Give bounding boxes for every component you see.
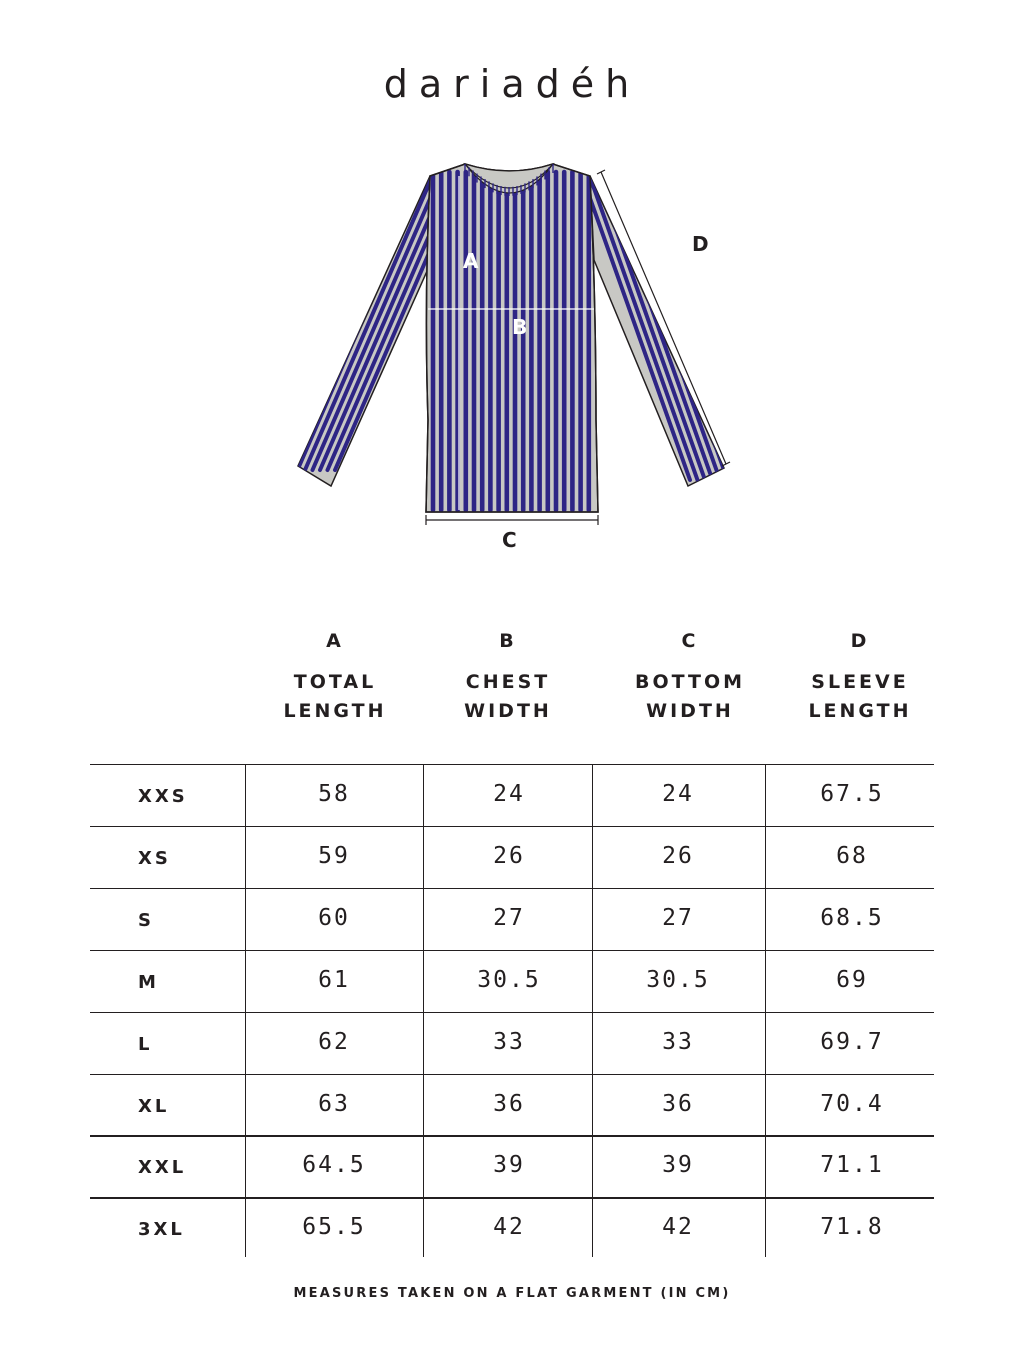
table-row-divider (90, 1197, 934, 1198)
table-cell: 26 (493, 842, 525, 869)
column-name-line2: WIDTH (646, 700, 734, 722)
column-name-line2: LENGTH (808, 700, 912, 722)
table-column-divider (423, 764, 424, 1257)
table-cell: 69 (836, 966, 868, 993)
table-column-divider (592, 764, 593, 1257)
sleeve-stripe (603, 170, 713, 480)
column-header-bottom-width (600, 627, 780, 726)
table-column-divider (765, 764, 766, 1257)
size-label: XS (138, 847, 171, 869)
table-cell: 27 (493, 904, 525, 931)
table-column-divider (245, 764, 246, 1257)
column-letter: C (681, 630, 699, 652)
column-letter: B (499, 630, 517, 652)
table-cell: 63 (318, 1090, 350, 1117)
table-cell: 71.1 (820, 1152, 884, 1179)
table-cell: 42 (662, 1214, 694, 1241)
table-cell: 30.5 (477, 966, 541, 993)
brand-logo: dariadéh (383, 62, 641, 106)
sleeve-stripe (313, 170, 443, 470)
sleeve-stripe (595, 170, 705, 480)
size-label: XL (138, 1095, 170, 1117)
table-cell: 70.4 (820, 1090, 884, 1117)
table-row-divider (90, 950, 934, 951)
table-row-divider (90, 1012, 934, 1013)
size-label: XXS (138, 786, 188, 807)
table-cell: 59 (318, 842, 350, 869)
size-label: M (138, 971, 159, 993)
table-row-divider (90, 888, 934, 889)
column-name-line1: TOTAL (293, 671, 377, 693)
size-label: 3XL (138, 1219, 185, 1241)
column-letter: A (326, 630, 344, 652)
dimension-label-c: C (502, 528, 518, 552)
table-row-divider (90, 1074, 934, 1075)
table-cell: 27 (662, 904, 694, 931)
table-cell: 61 (318, 966, 350, 993)
table-cell: 39 (662, 1152, 694, 1179)
column-header-sleeve-length (770, 627, 950, 726)
table-cell: 68.5 (820, 904, 884, 931)
column-letter: D (850, 630, 870, 652)
size-label: S (138, 909, 154, 931)
table-cell: 68 (836, 842, 868, 869)
table-cell: 71.8 (820, 1214, 884, 1241)
table-row-divider (90, 764, 934, 765)
sleeve-stripe (588, 170, 698, 480)
sleeve-stripe (298, 170, 428, 470)
column-header-chest-width (428, 627, 588, 726)
size-label: L (138, 1033, 153, 1055)
sleeve-stripe (305, 170, 435, 470)
dimension-label-d: D (692, 232, 710, 256)
table-cell: 26 (662, 842, 694, 869)
table-cell: 36 (493, 1090, 525, 1117)
table-cell: 67.5 (820, 781, 884, 807)
table-cell: 69.7 (820, 1028, 884, 1055)
dimension-label-b: B (512, 315, 529, 339)
table-cell: 60 (318, 904, 350, 931)
dimension-label-a: A (463, 249, 480, 273)
table-row-divider (90, 826, 934, 827)
table-cell: 42 (493, 1214, 525, 1241)
column-name-line2: LENGTH (283, 700, 387, 722)
table-row-divider (90, 1135, 934, 1136)
table-cell: 33 (662, 1028, 694, 1055)
column-name-line1: CHEST (465, 671, 551, 693)
column-name-line2: WIDTH (464, 700, 552, 722)
column-name-line1: BOTTOM (634, 671, 746, 693)
table-cell: 39 (493, 1152, 525, 1179)
table-cell: 24 (662, 781, 694, 807)
table-cell: 33 (493, 1028, 525, 1055)
table-cell: 62 (318, 1028, 350, 1055)
sweater-illustration (0, 0, 1024, 560)
table-cell: 64.5 (302, 1152, 366, 1179)
footnote: MEASURES TAKEN ON A FLAT GARMENT (IN CM) (293, 1286, 731, 1301)
table-cell: 24 (493, 781, 525, 807)
table-cell: 30.5 (646, 966, 710, 993)
table-cell: 65.5 (302, 1214, 366, 1241)
table-cell: 36 (662, 1090, 694, 1117)
column-header-total-length (255, 627, 415, 726)
right-sleeve (580, 170, 735, 486)
table-cell: 58 (318, 781, 350, 807)
column-name-line1: SLEEVE (811, 671, 909, 693)
size-label: XXL (138, 1157, 187, 1179)
